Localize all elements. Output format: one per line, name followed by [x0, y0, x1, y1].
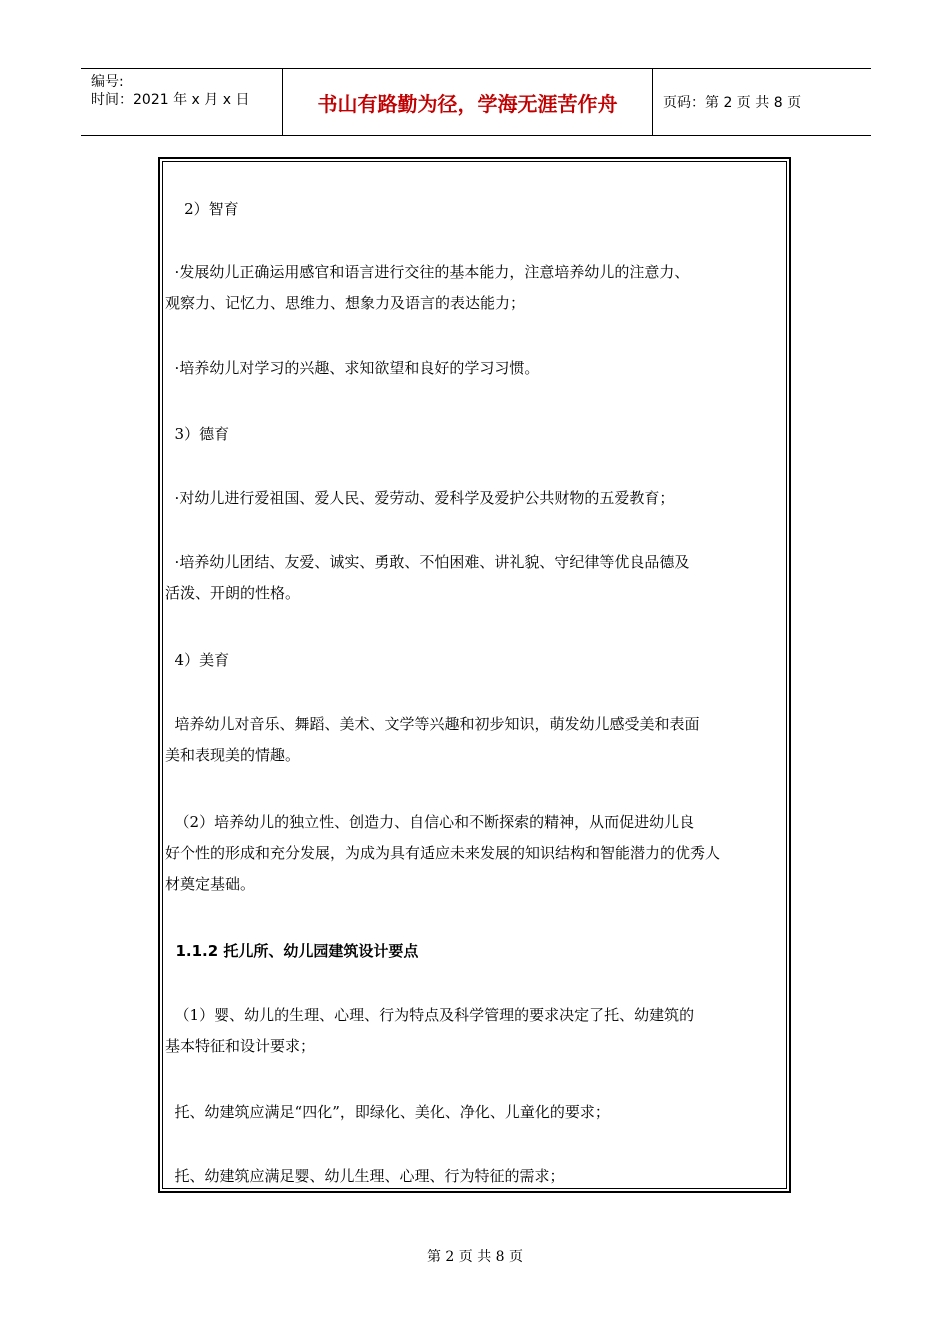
heading-moral: 3）德育: [165, 425, 230, 443]
paragraph-design-1: （1）婴、幼儿的生理、心理、行为特点及科学管理的要求决定了托、幼建筑的 基本特征和设计要求；: [165, 1006, 695, 1055]
paragraph-moral-2: ·培养幼儿团结、友爱、诚实、勇敢、不怕困难、讲礼貌、守纪律等优良品德及 活泼、开朗的性格。: [165, 553, 690, 602]
paragraph-intellectual-1: ·发展幼儿正确运用感官和语言进行交往的基本能力，注意培养幼儿的注意力、 观察力、记忆力、思维力、想象力及语言的表达能力；: [165, 263, 690, 312]
header-motto: 书山有路勤为径，学海无涯苦作舟: [283, 69, 653, 135]
header-meta: [81, 69, 283, 135]
paragraph-design-3: 托、幼建筑应满足婴、幼儿生理、心理、行为特征的需求；: [165, 1167, 565, 1185]
doc-time-label: 时间：2021 年 x 月 x 日: [91, 92, 250, 108]
paragraph-design-2: 托、幼建筑应满足“四化”，即绿化、美化、净化、儿童化的要求；: [165, 1103, 610, 1121]
heading-aesthetic: 4）美育: [165, 651, 230, 669]
paragraph-independence: （2）培养幼儿的独立性、创造力、自信心和不断探索的精神，从而促进幼儿良 好个性的形成和充分发展，为成为具有适应未来发展的知识结构和智能潜力的优秀人 材奠定基础。: [165, 813, 721, 893]
doc-number-label: 编号:: [91, 74, 124, 90]
section-heading-design: 1.1.2 托儿所、幼儿园建筑设计要点: [165, 942, 419, 960]
paragraph-aesthetic: 培养幼儿对音乐、舞蹈、美术、文学等兴趣和初步知识，萌发幼儿感受美和表面 美和表现美的情趣。: [165, 715, 700, 764]
document-header: [81, 68, 871, 136]
paragraph-intellectual-2: ·培养幼儿对学习的兴趣、求知欲望和良好的学习习惯。: [165, 359, 540, 377]
paragraph-moral-1: ·对幼儿进行爱祖国、爱人民、爱劳动、爱科学及爱护公共财物的五爱教育；: [165, 489, 675, 507]
heading-intellectual: 2）智育: [165, 200, 239, 218]
header-page-info: 页码：第 2 页 共 8 页: [663, 95, 802, 111]
page-footer: 第 2 页 共 8 页: [426, 1249, 524, 1265]
